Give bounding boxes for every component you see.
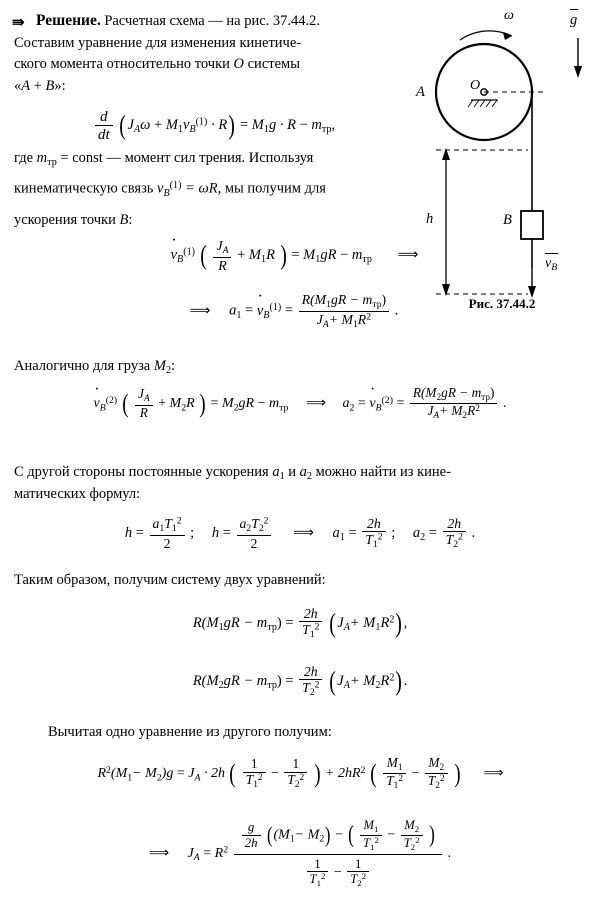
intro-heading-rest: Расчетная схема — на рис. 37.44.2.: [104, 13, 321, 29]
p5-text: Таким образом, получим систему двух уравнений:: [14, 572, 326, 588]
body-B: B: [45, 77, 55, 94]
p2-line2pre: кинематическую связь: [14, 181, 154, 198]
paragraph-5: [14, 570, 586, 592]
figure-label-B: B: [503, 212, 512, 228]
equation-7: $R(M_2gR - m_{тр})$ = $\frac{2h}{T_2^2}$ $(J_A+ M_2R^2)$.: [192, 664, 408, 699]
point-O: O: [233, 56, 244, 73]
equation-5: h = $\frac{a_1T_1^2}{2}$ ; h = $\frac{a_2T_2^2}{2}$ ⟹ $a_1$ = $\frac{2h}{T_1^2}$ ; $a_2$ = $\frac{2h}{T_2^2}$ .: [124, 515, 476, 551]
intro-line-2b: системы: [247, 56, 300, 73]
p4-line1: С другой стороны постоянные ускорения: [14, 464, 269, 480]
solution-heading: Решение.: [36, 12, 101, 29]
equation-2: $v \cdot_B^{(1)}$ ( $\frac{J_A}{R}$ + $M_1R$ ) = $M_1gR - m_{тр}$ ⟹: [14, 238, 574, 273]
figure-label-A: A: [416, 84, 425, 100]
bullet-arrow-icon: ⇛: [12, 15, 25, 31]
paragraph-2: где $m_{тр}$ = const — момент сил трения. Используя кинематическую связь $v_B^{(1)} = \omega R$, мы получим для ускорения точки B:: [14, 150, 326, 228]
intro-line-1: Составим уравнение для изменения кинетиче-: [14, 35, 302, 52]
p2-line3: ускорения точки: [14, 211, 116, 228]
equation-9: ⟹ $J_A = R^2$ $\frac{g}{2h}$ ($(M_1- M_2)$ − ( $\frac{M_1}{T_1^2}$ − $\frac{M_2}{T_2^2}$ ) $\frac{1}{T_1^2}$ − $\frac{1}{T_2^2}$ .: [148, 818, 452, 889]
p2-eq: = const — момент сил трения. Используя: [60, 150, 314, 166]
figure-label-omega: ω: [504, 8, 514, 23]
intro-line-2a: ского момента относительно точки: [14, 56, 230, 73]
figure-label-O: O: [470, 78, 481, 93]
p4-line1post: можно найти из кине-: [315, 464, 451, 480]
body-A: A: [21, 77, 31, 94]
equation-3: ⟹ $a_1 = v \cdot_B^{(1)}$ = $\frac{R(M_1gR - m_{тр})}{J_A+ M_1R^2}$ .: [14, 292, 574, 331]
equation-8: $R^2(M_1- M_2)g = J_A \cdot 2h$ ( $\frac{1}{T_1^2}$ − $\frac{1}{T_2^2}$ ) + $2hR^2$ ( $\frac{M_1}{T_1^2}$ − $\frac{M_2}{T_2^2}$ ) ⟹: [97, 755, 503, 792]
p4-line2: матических формул:: [14, 486, 141, 503]
equation-6: $R(M_1gR - m_{тр})$ = $\frac{2h}{T_1^2}$ $(J_A+ M_1R^2)$,: [192, 606, 408, 641]
p2-pre: где: [14, 150, 34, 166]
eq2-num-JA: $J_A$: [216, 238, 229, 257]
p6-text: Вычитая одно уравнение из другого получим:: [48, 724, 332, 740]
figure-caption: Рис. 37.44.2: [468, 296, 536, 311]
paragraph-4: С другой стороны постоянные ускорения $a_1$ и $a_2$ можно найти из кине- матических формул:: [14, 464, 451, 503]
figure-label-g: g: [570, 12, 578, 28]
figure-diagram: [408, 6, 596, 324]
eq1-dt: dt: [95, 125, 113, 143]
p2-line2post: мы получим для: [224, 181, 326, 198]
figure-label-h: h: [426, 211, 434, 227]
p3-text: Аналогично для груза: [14, 358, 151, 374]
paragraph-6: [48, 722, 588, 744]
figure-label-vB: $v_B$: [545, 256, 558, 274]
intro-plus: +: [33, 77, 42, 94]
intro-paragraph: [14, 10, 414, 97]
eq1-d: d: [99, 108, 108, 125]
intro-line-3-pre: «: [14, 77, 22, 94]
paragraph-3: Аналогично для груза $M_2$:: [14, 358, 176, 377]
equation-4: $v \cdot_B^{(2)}$ ( $\frac{J_A}{R}$ + $M_2R$ ) = $M_2gR - m_{тр}$ ⟹ $a_2 = v \cdot_B^{(2)}$ = $\frac{R(M_2gR - m_{тр})}{J_A+ M_2R^2}$ .: [8, 386, 592, 422]
equation-1: $\frac{d}{dt}$ $(J_A\omega + M_1v_B^{(1)} \cdot R) = M_1g \cdot R - m_{тр}$,: [14, 108, 414, 143]
intro-line-3-post: »:: [54, 77, 66, 94]
